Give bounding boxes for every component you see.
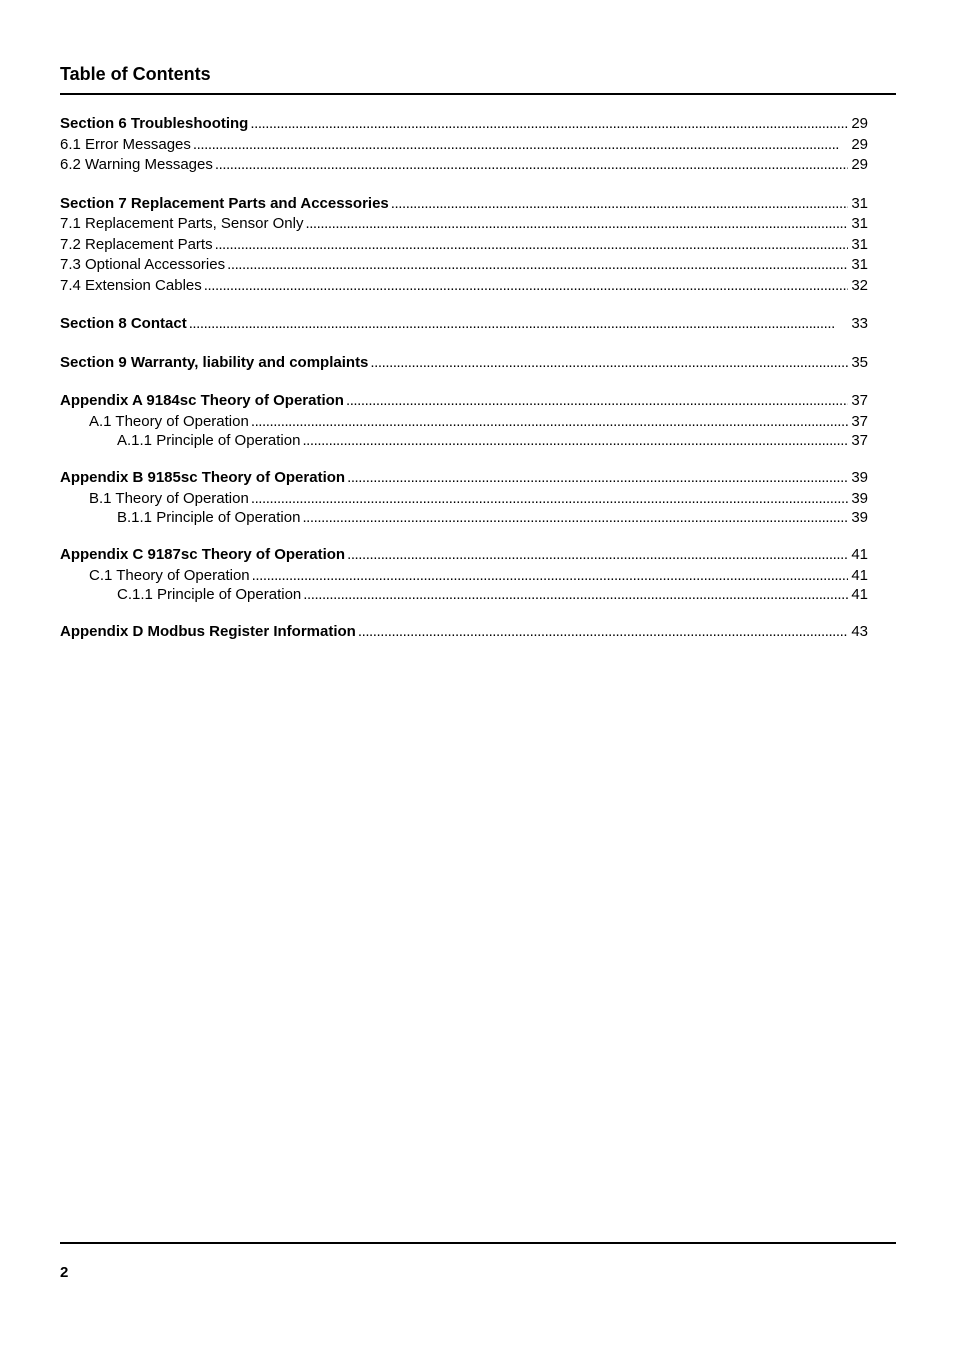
toc-entry-appendix-c[interactable] xyxy=(60,545,868,566)
toc-entry-appendix-a[interactable] xyxy=(60,391,868,412)
toc-dot-leader xyxy=(204,276,848,297)
toc-group-section-7 xyxy=(60,194,868,297)
toc-entry-label: 7.4 Extension Cables xyxy=(60,276,202,294)
toc-entry-7-3[interactable] xyxy=(60,255,868,276)
toc-dot-leader xyxy=(193,135,848,156)
toc-entry-b-1[interactable] xyxy=(60,489,868,508)
toc-entry-a-1[interactable] xyxy=(60,412,868,431)
toc-page-number: 33 xyxy=(851,315,868,332)
page-header xyxy=(60,62,896,86)
toc-entry-label: Section 9 Warranty, liability and complaints xyxy=(60,353,369,371)
toc-group-section-6 xyxy=(60,114,868,176)
toc-entry-6-2[interactable] xyxy=(60,155,868,176)
toc-entry-label: 7.2 Replacement Parts xyxy=(60,235,213,253)
toc-group-appendix-d xyxy=(60,622,868,643)
toc-group-section-8 xyxy=(60,314,868,335)
toc-page-number: 29 xyxy=(851,115,868,132)
toc-entry-label: B.1.1 Principle of Operation xyxy=(117,508,301,526)
toc-entry-label: Appendix D Modbus Register Information xyxy=(60,623,356,641)
toc-entry-section-6[interactable] xyxy=(60,114,868,135)
toc-dot-leader xyxy=(302,431,848,450)
toc-page-number: 31 xyxy=(851,256,868,273)
toc-entry-label: Appendix C 9187sc Theory of Operation xyxy=(60,546,346,564)
toc-dot-leader xyxy=(227,255,848,276)
toc-entry-c-1[interactable] xyxy=(60,566,868,585)
toc-page-number: 37 xyxy=(851,431,868,449)
toc-dot-leader xyxy=(251,489,848,508)
toc-page-number: 39 xyxy=(851,469,868,487)
toc-page-number: 37 xyxy=(851,392,868,409)
toc-entry-7-1[interactable] xyxy=(60,214,868,235)
toc-page-number: 39 xyxy=(851,508,868,526)
toc-entry-a-1-1[interactable] xyxy=(60,431,868,450)
toc-dot-leader xyxy=(251,412,848,431)
toc-page-number: 29 xyxy=(851,156,868,173)
toc-page-number: 35 xyxy=(851,353,868,371)
toc-entry-label: Section 7 Replacement Parts and Accessories xyxy=(60,194,389,212)
toc-page-number: 41 xyxy=(851,546,868,564)
page-title: Table of Contents xyxy=(60,64,211,84)
toc-page-number: 31 xyxy=(851,194,868,212)
toc-dot-leader xyxy=(215,235,848,256)
toc-group-appendix-a xyxy=(60,391,868,450)
toc-dot-leader xyxy=(303,585,848,604)
toc-entry-appendix-b[interactable] xyxy=(60,468,868,489)
toc-dot-leader xyxy=(305,214,848,235)
toc-dot-leader xyxy=(347,545,848,566)
toc-entry-label: C.1 Theory of Operation xyxy=(89,566,250,584)
toc-dot-leader xyxy=(347,468,848,489)
toc-page-number: 31 xyxy=(851,235,868,253)
toc-page-number: 37 xyxy=(851,412,868,430)
toc-entry-label: B.1 Theory of Operation xyxy=(89,489,249,507)
toc-entry-section-7[interactable] xyxy=(60,194,868,215)
toc-entry-section-9[interactable] xyxy=(60,353,868,374)
toc-dot-leader xyxy=(358,622,848,643)
toc-entry-label: A.1 Theory of Operation xyxy=(89,412,249,430)
toc-entry-label: 6.1 Error Messages xyxy=(60,135,191,153)
toc-entry-label: Section 8 Contact xyxy=(60,315,187,332)
toc-dot-leader xyxy=(252,566,848,585)
toc-entry-label: C.1.1 Principle of Operation xyxy=(117,585,302,603)
toc-entry-label: 7.1 Replacement Parts, Sensor Only xyxy=(60,215,304,232)
toc-page-number: 29 xyxy=(851,135,868,153)
toc-page-number: 41 xyxy=(851,585,868,603)
toc-entry-appendix-d[interactable] xyxy=(60,622,868,643)
toc-page-number: 32 xyxy=(851,276,868,294)
page-number: 2 xyxy=(60,1264,69,1281)
toc-dot-leader xyxy=(250,114,848,135)
toc-dot-leader xyxy=(189,314,848,335)
toc-entry-7-4[interactable] xyxy=(60,276,868,297)
toc-dot-leader xyxy=(370,353,848,374)
toc-page-number: 39 xyxy=(851,489,868,507)
toc-entry-label: Section 6 Troubleshooting xyxy=(60,115,249,132)
table-of-contents xyxy=(60,114,868,661)
toc-group-appendix-c xyxy=(60,545,868,604)
toc-page-number: 41 xyxy=(851,566,868,584)
toc-entry-7-2[interactable] xyxy=(60,235,868,256)
toc-group-appendix-b xyxy=(60,468,868,527)
header-divider xyxy=(60,93,896,95)
toc-entry-label: 7.3 Optional Accessories xyxy=(60,256,226,273)
toc-entry-section-8[interactable] xyxy=(60,314,868,335)
toc-group-section-9 xyxy=(60,353,868,374)
toc-entry-label: 6.2 Warning Messages xyxy=(60,156,213,173)
toc-page-number: 31 xyxy=(851,215,868,232)
footer-divider xyxy=(60,1242,896,1244)
toc-entry-label: Appendix B 9185sc Theory of Operation xyxy=(60,469,346,487)
toc-entry-label: A.1.1 Principle of Operation xyxy=(117,431,301,449)
toc-entry-c-1-1[interactable] xyxy=(60,585,868,604)
toc-entry-label: Appendix A 9184sc Theory of Operation xyxy=(60,392,344,409)
toc-dot-leader xyxy=(346,391,848,412)
toc-dot-leader xyxy=(391,194,848,215)
toc-entry-6-1[interactable] xyxy=(60,135,868,156)
toc-dot-leader xyxy=(215,155,848,176)
toc-page-number: 43 xyxy=(851,623,868,641)
toc-dot-leader xyxy=(302,508,848,527)
toc-entry-b-1-1[interactable] xyxy=(60,508,868,527)
